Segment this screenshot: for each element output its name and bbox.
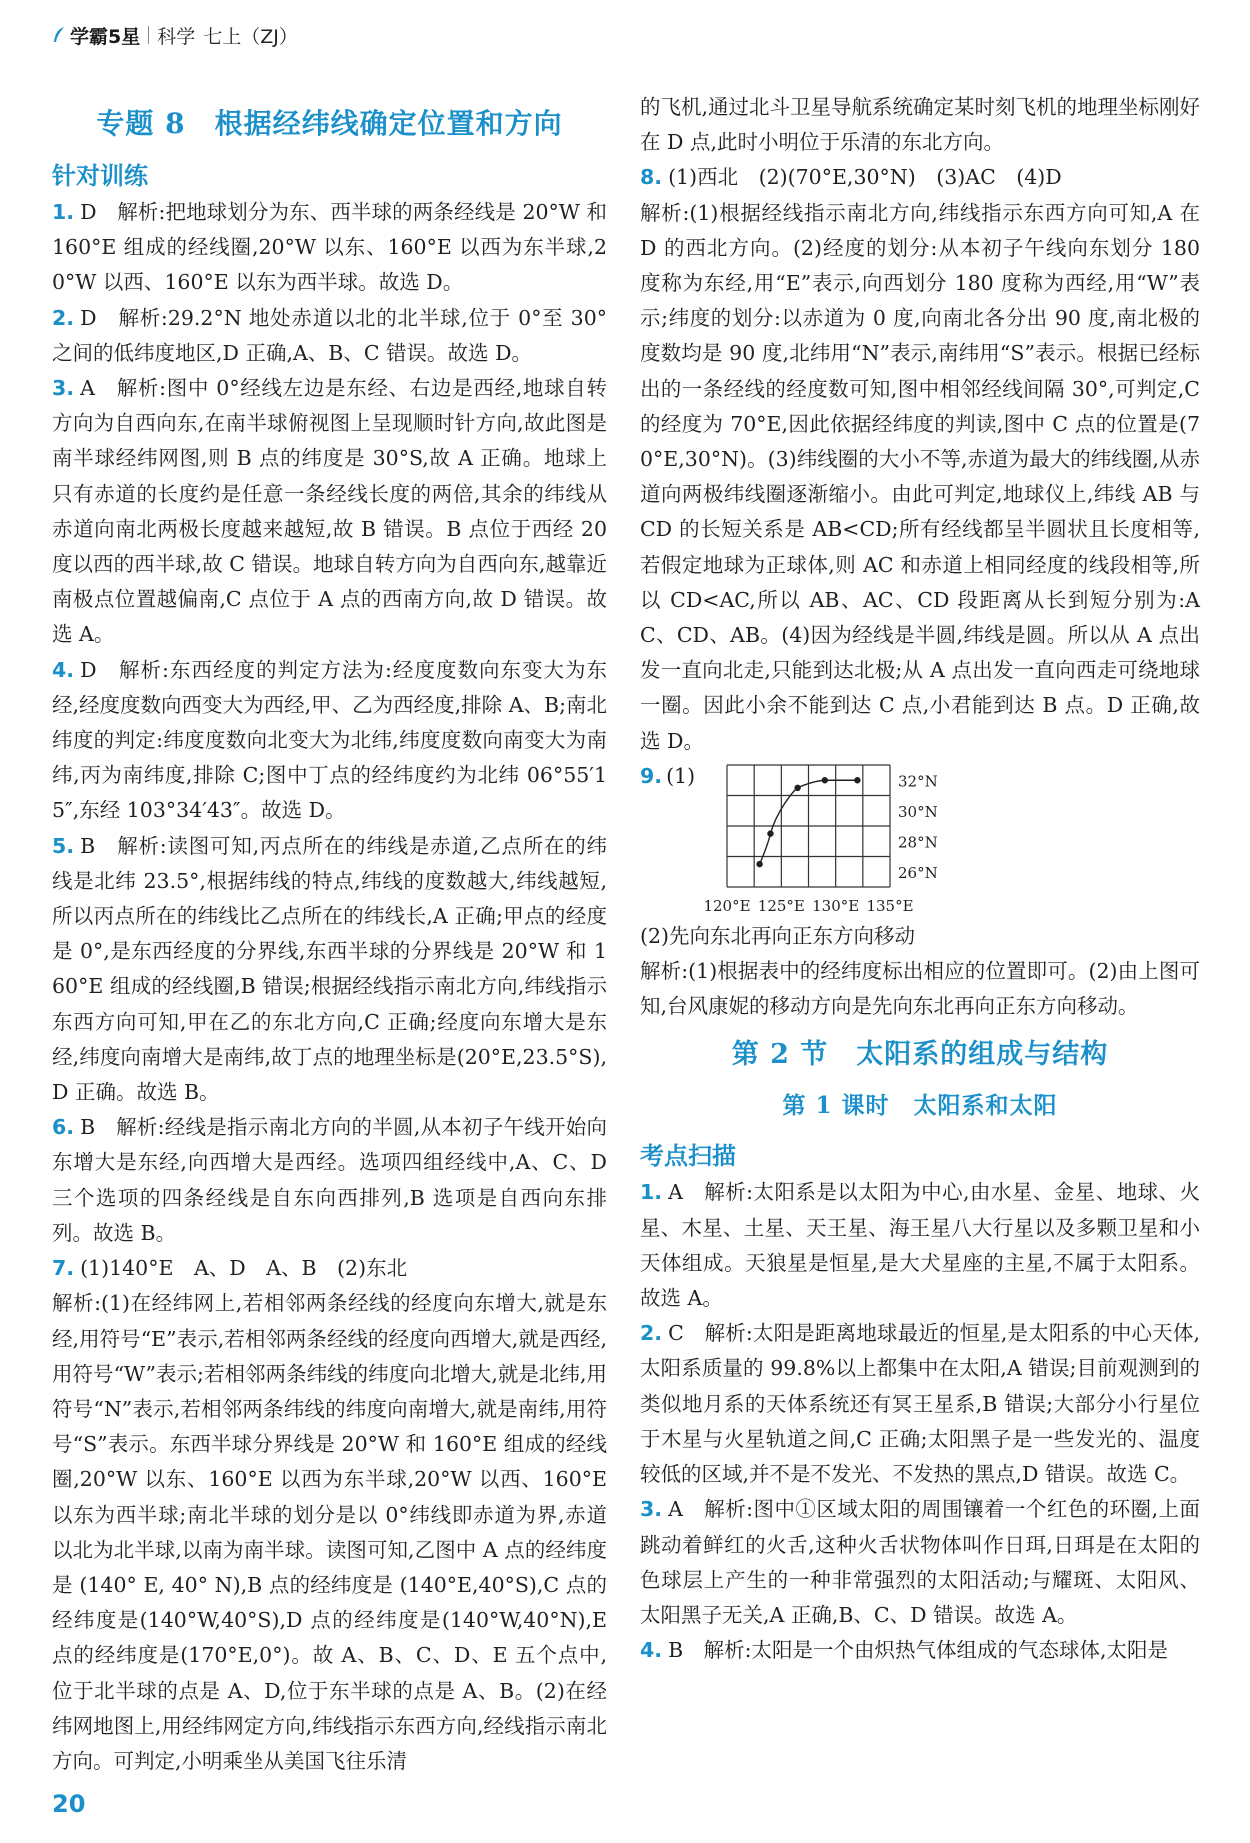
answer-item [52,301,607,371]
answer-text: 解析:(1)在经纬网上,若相邻两条经线的经度向东增大,就是东经,用符号“E”表示,若相邻两条经线的经度向西增大,就是西经,用符号“W”表示;若相邻两条纬线的纬度向北增大,就是北纬,用符号“N”表示,若相邻两条纬线的纬度向南增大,就是南纬,用符号“S”表示。东西半球分界线是 20°W 和 160°E 组成的经线圈,20°W 以东、160°E 以西为东半球,20°W 以西、160°E 以东为西半球;南北半球的划分是以 0°纬线即赤道为界,赤道以北为北半球,以南为南半球。读图可知,乙图中 A 点的经纬度是 (140° E, 40° N),B 点的经纬度是 (140°E,40°S),C 点的经纬度是(140°W,40°S),D 点的经纬度是(140°W,40°N),E 点的经纬度是(170°E,0°)。故 A、B、C、D、E 五个点中,位于北半球的点是 A、D,位于东半球的点是 A、B。(2)在经纬网地图上,用经纬网定方向,纬线指示东西方向,经线指示南北方向。可判定,小明乘坐从美国飞往乐清 [52,1291,607,1773]
answer-text: 的飞机,通过北斗卫星导航系统确定某时刻飞机的地理坐标刚好在 D 点,此时小明位于乐清的东北方向。 [640,95,1201,155]
track-point [822,777,828,783]
answer-text: A 解析:图中 0°经线左边是东经、右边是西经,地球自转方向为自西向东,在南半球俯视图上呈现顺时针方向,故此图是南半球经纬网图,则 B 点的纬度是 30°S,故 A 正确。地球上只有赤道的长度约是任意一条经线长度的两倍,其余的纬线从赤道向南北两极长度越来越短,故 B 错误。B 点位于西经 20 度以西的西半球,故 C 错误。地球自转方向为自西向东,越靠近南极点位置越偏南,C 点位于 A 点的西南方向,故 D 错误。故选 A。 [52,376,607,647]
x-tick-label: 120°E [703,896,751,915]
subsection-title: 考点扫描 [640,1142,736,1171]
answer-text: B 解析:太阳是一个由炽热气体组成的气态球体,太阳是 [668,1638,1169,1663]
y-tick-label: 26°N [898,863,938,882]
answer-text: B 解析:读图可知,丙点所在的纬线是赤道,乙点所在的纬线是北纬 23.5°,根据纬线的特点,纬线的度数越大,纬线越短,所以丙点所在的纬线比乙点所在的纬线长,A 正确;甲点的经度是 0°,是东西经度的分界线,东西半球的分界线是 20°W 和 160°E 组成的经线圈,B 错误;根据经线指示南北方向,纬线指示东西方向可知,甲在乙的东北方向,C 正确;经度向东增大是东经,纬度向南增大是南纬,故丁点的地理坐标是(20°E,23.5°S),D 正确。故选 B。 [52,833,607,1105]
answer-text: 解析:(1)根据表中的经纬度标出相应的位置即可。(2)由上图可知,台风康妮的移动方向是先向东北再向正东方向移动。 [640,959,1200,1019]
answer-explanation [640,954,1200,1024]
answer-item [640,1316,1200,1492]
answer-text: (2)先向东北再向正东方向移动 [640,923,916,948]
right-column [640,90,1200,1668]
answer-text: C 解析:太阳是距离地球最近的恒星,是太阳系的中心天体,太阳系质量的 99.8%以上都集中在太阳,A 错误;目前观测到的类似地月系的天体系统还有冥王星系,B 错误;大部分小行星位于木星与火星轨道之间,C 正确;太阳黑子是一些发光的、温度较低的区域,并不是不发光、不发热的黑点,D 错误。故选 C。 [640,1321,1200,1487]
question-number: 1. [640,1180,663,1205]
answer-item [640,1175,1200,1316]
track-point [757,861,763,867]
question-number: 6. [52,1115,75,1140]
answer-text: 解析:(1)根据经线指示南北方向,纬线指示东西方向可知,A 在 D 的西北方向。(2)经度的划分:从本初子午线向东划分 180 度称为东经,用“E”表示,向西划分 180 度称为西经,用“W”表示;纬度的划分:以赤道为 0 度,向南北各分出 90 度,南北极的度数均是 90 度,北纬用“N”表示,南纬用“S”表示。根据已经标出的一条经线的经度数可知,图中相邻经线间隔 30°,可判定,C 的经度为 70°E,因此依据经纬度的判读,图中 C 点的位置是(70°E,30°N)。(3)纬线圈的大小不等,赤道为最大的纬线圈,从赤道向两极纬线圈逐渐缩小。由此可判定,地球仪上,纬线 AB 与 CD 的长短关系是 AB<CD;所有经线都呈半圆状且长度相等,若假定地球为正球体,则 AC 和赤道上相同经度的线段相等,所以 CD<AC,所以 AB、AC、CD 段距离从长到短分别为:AC、CD、AB。(4)因为经线是半圆,纬线是圆。所以从 A 点出发一直向北走,只能到达北极;从 A 点出发一直向西走可绕地球一圈。因此小余不能到达 C 点,小君能到达 B 点。D 正确,故选 D。 [640,200,1200,753]
answer-item [640,919,1200,954]
brand-logo [52,22,140,49]
x-tick-label: 125°E [757,896,805,915]
answer-item [52,829,607,1111]
answer-item [640,1633,1200,1668]
question-number: 2. [52,305,75,330]
section-title: 第 2 节 太阳系的组成与结构 [731,1039,1109,1071]
brand-name: 学霸5星 [70,25,141,48]
question-number: 3. [52,376,75,401]
x-tick-label: 130°E [812,896,860,915]
answer-text: A 解析:太阳系是以太阳为中心,由水星、金星、地球、火星、木星、土星、天王星、海王星八大行星以及多颗卫星和小天体组成。天狼星是恒星,是大犬星座的主星,不属于太阳系。故选 A。 [640,1180,1200,1311]
answer-text: D 解析:把地球划分为东、西半球的两条经线是 20°W 和 160°E 组成的经线圈,20°W 以东、160°E 以西为东半球,20°W 以西、160°E 以东为西半球。故选 D。 [52,200,607,295]
q9-row [640,759,1200,919]
x-tick-label: 135°E [866,896,914,915]
track-point [795,785,801,791]
answer-text: A 解析:图中①区域太阳的周围镶着一个红色的环圈,上面跳动着鲜红的火舌,这种火舌状物体叫作日珥,日珥是在太阳的色球层上产生的一种非常强烈的太阳活动;与耀斑、太阳风、太阳黑子无关,A 正确,B、C、D 错误。故选 A。 [640,1497,1200,1627]
answer-item [52,653,607,829]
topic-title: 专题 8 根据经纬线确定位置和方向 [96,107,563,140]
track-point [767,830,773,836]
answer-explanation [52,1286,607,1779]
feather-icon [52,26,66,44]
lesson-title: 第 1 课时 太阳系和太阳 [782,1092,1058,1120]
answer-explanation [640,196,1200,759]
header-subject: 科学 [157,25,196,48]
answer-item [640,1492,1200,1633]
answer-continuation [640,90,1200,160]
question-number: 4. [52,657,75,682]
typhoon-track-chart [703,759,965,919]
answer-item [52,195,607,301]
answer-item [52,1251,607,1286]
answer-list [52,195,607,1779]
answer-text: D 解析:东西经度的判定方法为:经度度数向东变大为东经,经度度数向西变大为西经,甲、乙为西经度,排除 A、B;南北纬度的判定:纬度度数向北变大为北纬,纬度度数向南变大为南纬,丙为南纬度,排除 C;图中丁点的经纬度约为北纬 06°55′15″,东经 103°34′43″。故选 D。 [52,657,607,823]
header-divider [148,26,149,44]
question-number: 8. [640,165,663,190]
answer-item [52,371,607,653]
page-number: 20 [52,1790,86,1818]
answer-text: (1)140°E A、D A、B (2)东北 [80,1256,408,1281]
y-tick-label: 32°N [898,772,938,791]
y-tick-label: 28°N [898,833,938,852]
left-column [52,84,607,1779]
answer-item [52,1110,607,1251]
question-number: 3. [640,1497,663,1522]
question-number: 2. [640,1321,663,1346]
track-point [854,777,860,783]
answer-text: (1)西北 (2)(70°E,30°N) (3)AC (4)D [668,165,1062,190]
question-number: 7. [52,1256,75,1281]
header-grade: 七上（ZJ） [203,25,298,48]
answer-item [640,160,1200,195]
q9-label: 9. (1) [640,763,696,788]
page-header [52,18,298,52]
question-number: 4. [640,1638,663,1663]
subsection-title: 针对训练 [52,162,148,190]
answer-text: B 解析:经线是指示南北方向的半圆,从本初子午线开始向东增大是东经,向西增大是西经。选项四组经线中,A、C、D 三个选项的四条经线是自东向西排列,B 选项是自西向东排列。故选 B。 [52,1115,607,1245]
question-number: 9. [640,763,663,788]
answer-text: D 解析:29.2°N 地处赤道以北的北半球,位于 0°至 30°之间的低纬度地区,D 正确,A、B、C 错误。故选 D。 [52,305,607,365]
question-number: 1. [52,200,75,224]
question-number: 5. [52,833,75,858]
y-tick-label: 30°N [898,802,938,821]
